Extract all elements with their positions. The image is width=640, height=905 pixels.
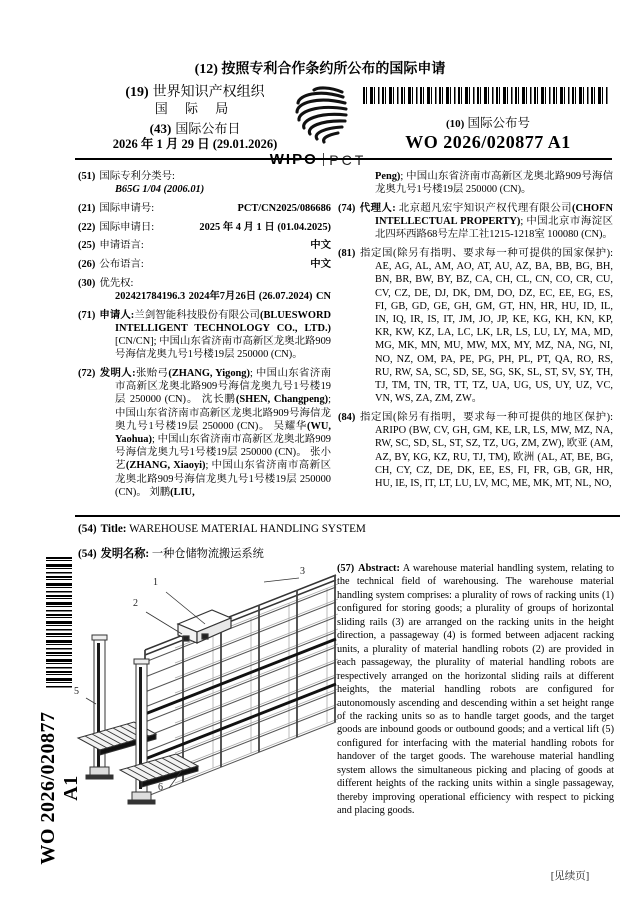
field-74-num: (74) — [338, 202, 356, 214]
field-72-num: (72) — [78, 367, 96, 379]
field-25-label: 申请语言: — [99, 240, 144, 252]
field-22 — [78, 221, 331, 234]
field-81-designated-states — [338, 247, 613, 405]
pubdate-label: 国际公布日 — [175, 121, 241, 136]
filing-language: 中文 — [310, 240, 331, 252]
field-54-num-cn: (54) — [78, 548, 97, 560]
wipo-globe-icon — [285, 86, 351, 144]
field-21 — [78, 202, 331, 215]
barcode-side — [46, 557, 72, 690]
priority-country: CN — [315, 290, 331, 302]
field-21-label: 国际申请号: — [99, 202, 155, 214]
figure-label-6: 6 — [158, 782, 163, 793]
field-74-agent — [338, 202, 613, 242]
field-72-inventors — [78, 367, 331, 499]
field-71-num: (71) — [78, 309, 96, 321]
field-81-num: (81) — [338, 248, 356, 260]
warehouse-racking-drawing — [50, 562, 338, 824]
field-71-applicant — [78, 309, 331, 362]
wipo-logo-block — [268, 86, 368, 168]
field-43-num: (43) — [149, 121, 172, 136]
inventors-text: 发明人:张贻弓(ZHANG, Yigong); 中国山东省济南市高新区龙奥北路909号海信龙奥九号1号楼19层 250000 (CN)。 沈长鹏(SHEN, Changpeng); 中国山东省济南市高新区龙奥北路909号海信龙奥九号1号楼19层 250000 (CN)。 吴耀华(WU, Yaohua); 中国山东省济南市高新区龙奥北路909号海信龙奥九号1号楼19层 250000 (CN)。 张小艺(ZHANG, Xiaoyi); 中国山东省济南市高新区龙奥北路909号海信龙奥九号1号楼19层 250000 (CN)。 刘鹏(LIU, — [99, 367, 332, 498]
field-25 — [78, 239, 331, 252]
header-divider — [75, 158, 612, 160]
invention-title-cn: 一种仓储物流搬运系统 — [151, 548, 264, 560]
biblio-left-column — [78, 170, 331, 504]
continued-note: [见续页] — [550, 871, 590, 882]
publication-type-line: (12) 按照专利合作条约所公布的国际申请 — [194, 62, 446, 77]
designated-states-text: 指定国(除另有指明、要求每一种可提供的国家保护): AE, AG, AL, AM, AO, AT, AU, AZ, BA, BB, BG, BH, BN, BR, BW, BY, BZ, CA, CH, CL, CN, CO, CR, CU, CV, CZ, DE, DJ, DK, DM, DO, DZ, EC, EE, EG, ES, FI, GB, GD, GE, GH, GM, GT, HN, HR, HU, ID, IL, IN, IQ, IR, IS, IT, JM, JO, JP, KE, KG, KH, KN, KP, KR, KW, KZ, LA, LC, LK, LR, LS, LU, LY, MA, MD, MG, MK, MN, MU, MW, MX, MY, MZ, NA, NG, NI, NO, NZ, OM, PA, PE, PG, PH, PL, PT, QA, RO, RS, RU, RW, SA, SC, SD, SE, SG, SK, SL, ST, SV, SY, TH, TJ, TM, TN, TR, TT, TZ, UA, UG, US, UY, UZ, VC, VN, WS, ZA, ZM, ZW。 — [359, 248, 613, 405]
figure-label-3: 3 — [300, 566, 305, 577]
field-22-num: (22) — [78, 221, 96, 233]
field-30 — [78, 277, 331, 303]
title-english — [78, 523, 618, 535]
field-84-regional-states — [338, 411, 613, 490]
figure-label-5: 5 — [74, 686, 79, 697]
figure-label-1: 1 — [153, 577, 158, 588]
org-name: 世界知识产权组织 — [152, 85, 265, 100]
field-26 — [78, 258, 331, 271]
pubdate-value: 2026 年 1 月 29 日 (29.01.2026) — [112, 137, 278, 151]
abstract-label: Abstract: — [358, 563, 400, 574]
field-84-num: (84) — [338, 411, 356, 423]
pubnum-label-line — [363, 113, 613, 131]
biblio-right-column — [338, 170, 613, 496]
publication-language: 中文 — [310, 259, 331, 271]
field-57-num: (57) — [337, 563, 355, 574]
title-label: Title: — [100, 523, 127, 535]
field-72-continuation — [338, 170, 613, 196]
field-51 — [78, 170, 331, 196]
pubnum-label: 国际公布号 — [467, 116, 530, 130]
title-chinese — [78, 545, 618, 561]
title-divider — [75, 515, 620, 517]
field-22-label: 国际申请日: — [99, 221, 155, 233]
sidebar-publication-number: WO 2026/020877 A1 — [37, 711, 82, 865]
header-pubnum-block — [363, 87, 613, 153]
field-19-num: (19) — [125, 85, 149, 100]
agent-text: 代理人: 北京超凡宏宇知识产权代理有限公司(CHOFN INTELLECTUAL PROPERTY); 中国北京市海淀区北四环西路68号左岸工社1215-1218室 100080 (CN)。 — [359, 202, 614, 241]
field-30-label: 优先权: — [99, 277, 134, 289]
field-26-num: (26) — [78, 259, 96, 271]
filing-date: 2025 年 4 月 1 日 (01.04.2025) — [199, 221, 331, 233]
field-26-label: 公布语言: — [99, 259, 144, 271]
field-54-num: (54) — [78, 523, 97, 535]
barcode-top — [363, 87, 609, 104]
regional-states-text: 指定国(除另有指明，要求每一种可提供的地区保护): ARIPO (BW, CV, GH, GM, KE, LR, LS, MW, MZ, NA, RW, SC, SD, SL, ST, SZ, TZ, UG, ZM, ZW), 欧亚 (AM, AZ, BY, KG, KZ, RU, TJ, TM), 欧洲 (AL, AT, BE, BG, CH, CY, CZ, DE, DK, EE, ES, FI, FR, GB, GR, HR, HU, IE, IS, IT, LT, LU, LV, MC, ME, MK, MT, NL, NO, — [359, 411, 613, 489]
field-51-num: (51) — [78, 171, 96, 182]
field-30-num: (30) — [78, 277, 96, 289]
abstract-block — [337, 562, 614, 818]
publication-number: WO 2026/020877 A1 — [405, 132, 571, 152]
application-number: PCT/CN2025/086686 — [237, 202, 331, 214]
field-25-num: (25) — [78, 240, 96, 252]
ipc-class: B65G 1/04 (2006.01) — [115, 184, 205, 196]
org-bureau: 国 际 局 — [154, 101, 236, 116]
inventors-continuation: Peng); 中国山东省济南市高新区龙奥北路909号海信龙奥九号1号楼19层 250000 (CN)。 — [375, 171, 613, 196]
abstract-text: A warehouse material handling system, relating to the technical field of warehousing. The warehouse material handling system comprises: a plurality of rows of racking units (1) configured for storing goods; a plurality of groups of horizontal sliding rails (3) are arranged on the racking units in the height direction, a passageway (4) is formed between adjacent racking units, a plurality of material handling robots (2) are provided in each passageway, the plurality of material handling robots are respectively arranged on the horizontal sliding rails at different heights, the material handling robots are configured for autonomously ascending and descending within a set height range of the racking units so as to handle target goods, and the target goods are inbound goods or outbound goods; and a vertical lift (5) configured for interfacing with the material handling robots for handover of the target goods. The warehouse material handling system allows the simultaneous picking and placing of goods at different heights of the racking units within a single passageway, thereby improving operational efficiency with respect to picking and placing goods. — [337, 563, 614, 817]
figure-label-2: 2 — [133, 598, 138, 609]
priority-date: 2024年7月26日 (26.07.2024) — [188, 290, 313, 302]
field-10-num: (10) — [446, 118, 465, 130]
invention-title-en: WAREHOUSE MATERIAL HANDLING SYSTEM — [129, 523, 366, 535]
field-51-label: 国际专利分类号: — [99, 171, 175, 182]
title-label-cn: 发明名称: — [100, 548, 150, 560]
applicant-text: 申请人:兰剑智能科技股份有限公司(BLUESWORD INTELLIGENT TECHNOLOGY CO., LTD.) [CN/CN]; 中国山东省济南市高新区龙奥北路909号海信龙奥九号1号楼19层 250000 (CN)。 — [99, 309, 331, 361]
patent-figure — [50, 562, 338, 824]
field-21-num: (21) — [78, 202, 96, 214]
priority-number: 202421784196.3 — [115, 290, 186, 302]
